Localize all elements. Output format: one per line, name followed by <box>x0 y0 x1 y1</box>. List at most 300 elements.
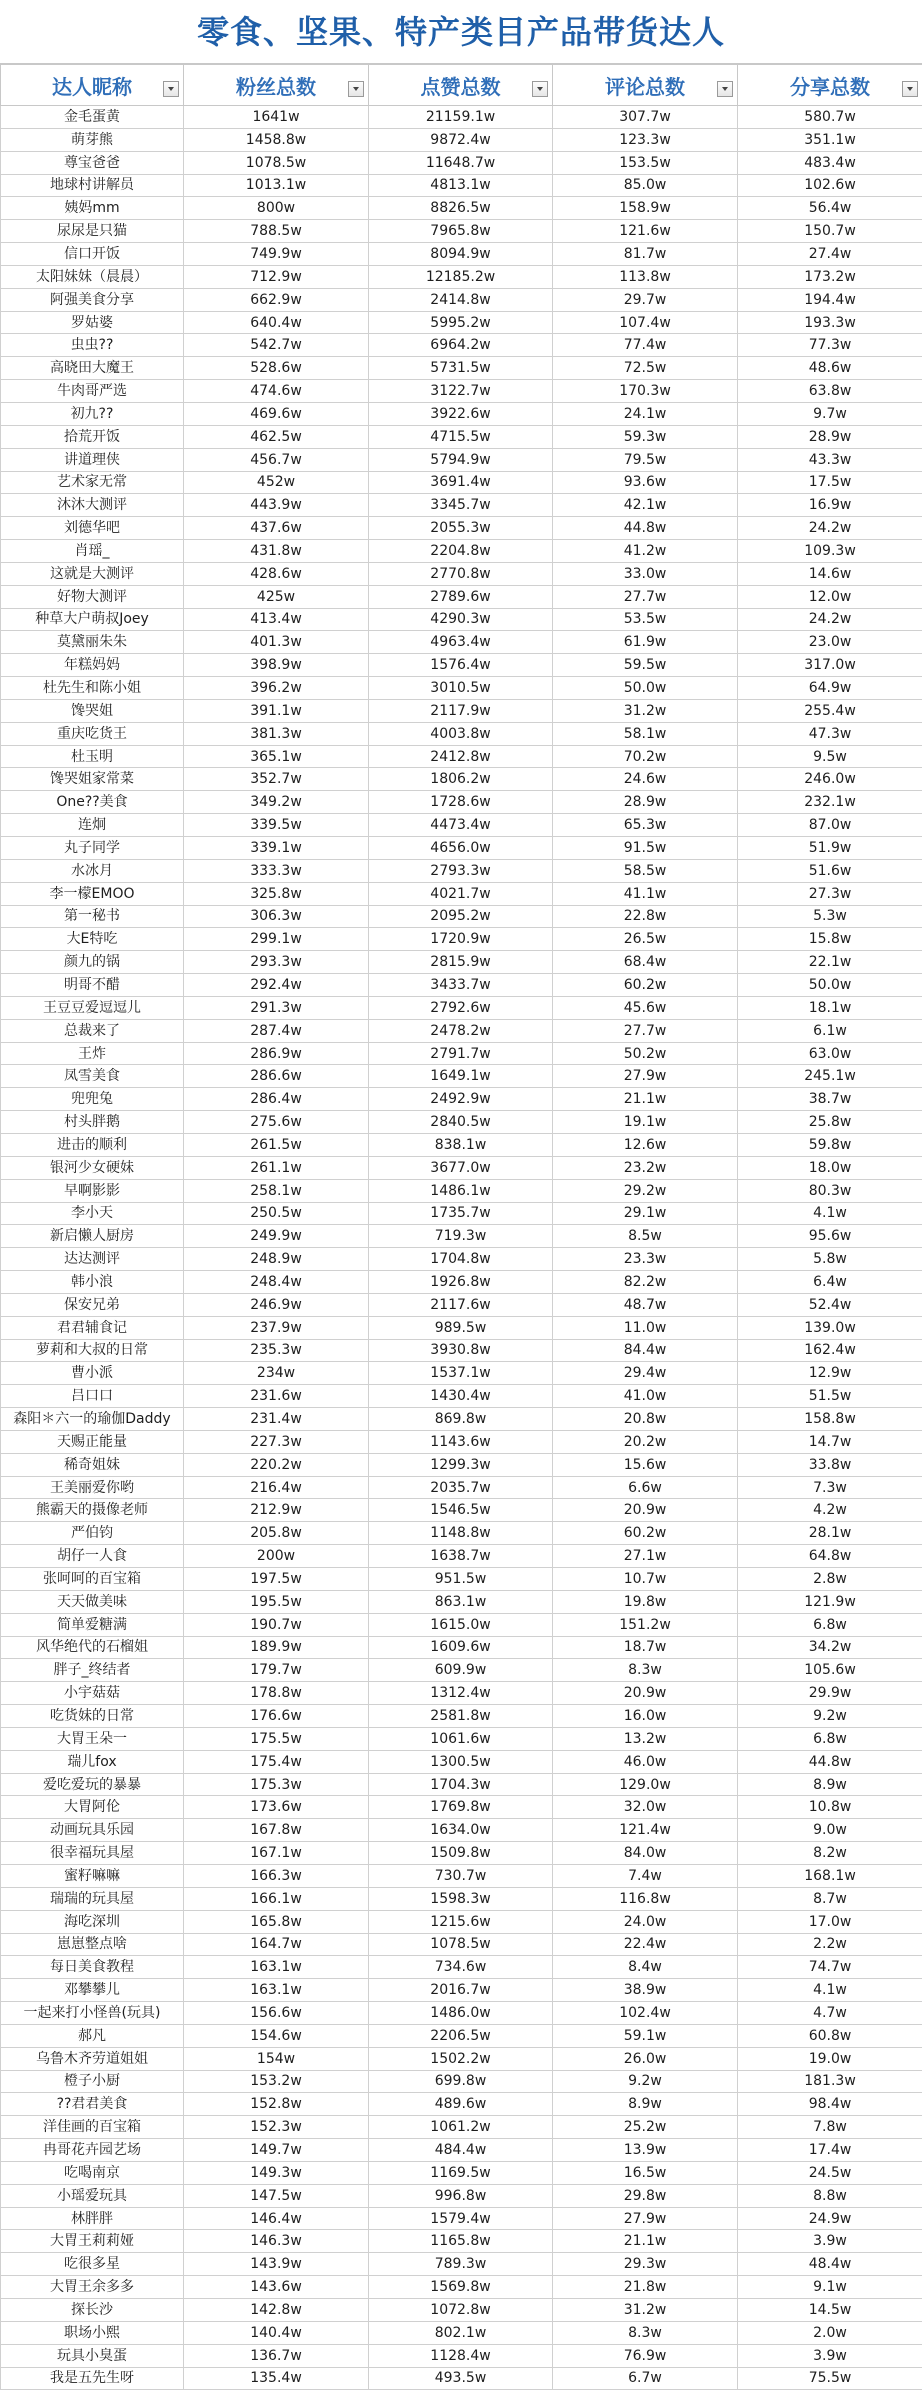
cell-comments[interactable]: 60.2w <box>553 1522 738 1545</box>
cell-comments[interactable]: 29.3w <box>553 2253 738 2276</box>
cell-fans[interactable]: 398.9w <box>184 654 369 677</box>
cell-nickname[interactable]: 年糕妈妈 <box>1 654 184 677</box>
cell-likes[interactable]: 4656.0w <box>369 837 553 860</box>
cell-likes[interactable]: 1430.4w <box>369 1385 553 1408</box>
cell-shares[interactable]: 181.3w <box>738 2070 922 2093</box>
cell-fans[interactable]: 163.1w <box>184 1956 369 1979</box>
cell-fans[interactable]: 456.7w <box>184 448 369 471</box>
cell-likes[interactable]: 1143.6w <box>369 1430 553 1453</box>
cell-shares[interactable]: 12.0w <box>738 585 922 608</box>
cell-likes[interactable]: 1576.4w <box>369 654 553 677</box>
cell-shares[interactable]: 14.5w <box>738 2299 922 2322</box>
cell-fans[interactable]: 231.6w <box>184 1385 369 1408</box>
cell-nickname[interactable]: 早啊影影 <box>1 1179 184 1202</box>
cell-likes[interactable]: 3345.7w <box>369 494 553 517</box>
cell-shares[interactable]: 6.8w <box>738 1613 922 1636</box>
cell-comments[interactable]: 7.4w <box>553 1864 738 1887</box>
cell-likes[interactable]: 1769.8w <box>369 1796 553 1819</box>
cell-comments[interactable]: 42.1w <box>553 494 738 517</box>
cell-nickname[interactable]: 大胃王莉莉娅 <box>1 2230 184 2253</box>
cell-shares[interactable]: 98.4w <box>738 2093 922 2116</box>
cell-fans[interactable]: 391.1w <box>184 699 369 722</box>
cell-likes[interactable]: 1486.0w <box>369 2002 553 2025</box>
cell-fans[interactable]: 153.2w <box>184 2070 369 2093</box>
cell-fans[interactable]: 299.1w <box>184 928 369 951</box>
cell-fans[interactable]: 163.1w <box>184 1979 369 2002</box>
cell-fans[interactable]: 195.5w <box>184 1590 369 1613</box>
cell-fans[interactable]: 396.2w <box>184 677 369 700</box>
cell-likes[interactable]: 2840.5w <box>369 1111 553 1134</box>
cell-fans[interactable]: 339.1w <box>184 837 369 860</box>
cell-shares[interactable]: 48.6w <box>738 357 922 380</box>
cell-likes[interactable]: 1638.7w <box>369 1545 553 1568</box>
cell-likes[interactable]: 5731.5w <box>369 357 553 380</box>
cell-fans[interactable]: 231.4w <box>184 1408 369 1431</box>
cell-shares[interactable]: 8.2w <box>738 1842 922 1865</box>
cell-likes[interactable]: 6964.2w <box>369 334 553 357</box>
cell-likes[interactable]: 3922.6w <box>369 402 553 425</box>
cell-nickname[interactable]: 高晓田大魔王 <box>1 357 184 380</box>
cell-fans[interactable]: 712.9w <box>184 265 369 288</box>
cell-shares[interactable]: 95.6w <box>738 1225 922 1248</box>
cell-nickname[interactable]: 罗姑婆 <box>1 311 184 334</box>
cell-fans[interactable]: 287.4w <box>184 1019 369 1042</box>
cell-nickname[interactable]: 大胃王朵一 <box>1 1727 184 1750</box>
cell-comments[interactable]: 70.2w <box>553 745 738 768</box>
cell-comments[interactable]: 113.8w <box>553 265 738 288</box>
cell-comments[interactable]: 60.2w <box>553 974 738 997</box>
cell-shares[interactable]: 16.9w <box>738 494 922 517</box>
cell-fans[interactable]: 237.9w <box>184 1316 369 1339</box>
cell-nickname[interactable]: 吕口口 <box>1 1385 184 1408</box>
cell-comments[interactable]: 24.0w <box>553 1910 738 1933</box>
cell-likes[interactable]: 21159.1w <box>369 106 553 129</box>
cell-nickname[interactable]: 崽崽整点啥 <box>1 1933 184 1956</box>
cell-fans[interactable]: 212.9w <box>184 1499 369 1522</box>
cell-shares[interactable]: 7.8w <box>738 2116 922 2139</box>
cell-fans[interactable]: 286.6w <box>184 1065 369 1088</box>
cell-nickname[interactable]: 大胃阿伦 <box>1 1796 184 1819</box>
cell-shares[interactable]: 59.8w <box>738 1133 922 1156</box>
cell-comments[interactable]: 31.2w <box>553 699 738 722</box>
cell-shares[interactable]: 162.4w <box>738 1339 922 1362</box>
cell-shares[interactable]: 5.8w <box>738 1248 922 1271</box>
cell-nickname[interactable]: 冉哥花卉园艺场 <box>1 2139 184 2162</box>
cell-nickname[interactable]: 每日美食教程 <box>1 1956 184 1979</box>
cell-likes[interactable]: 1609.6w <box>369 1636 553 1659</box>
cell-comments[interactable]: 21.8w <box>553 2276 738 2299</box>
cell-fans[interactable]: 452w <box>184 471 369 494</box>
cell-shares[interactable]: 6.4w <box>738 1271 922 1294</box>
cell-nickname[interactable]: 天赐正能量 <box>1 1430 184 1453</box>
cell-likes[interactable]: 2095.2w <box>369 905 553 928</box>
cell-nickname[interactable]: 郝凡 <box>1 2024 184 2047</box>
cell-comments[interactable]: 29.2w <box>553 1179 738 1202</box>
cell-comments[interactable]: 58.5w <box>553 859 738 882</box>
cell-likes[interactable]: 1615.0w <box>369 1613 553 1636</box>
cell-fans[interactable]: 1641w <box>184 106 369 129</box>
cell-shares[interactable]: 22.1w <box>738 951 922 974</box>
cell-nickname[interactable]: 严伯钧 <box>1 1522 184 1545</box>
cell-shares[interactable]: 5.3w <box>738 905 922 928</box>
cell-comments[interactable]: 50.2w <box>553 1042 738 1065</box>
cell-shares[interactable]: 9.1w <box>738 2276 922 2299</box>
cell-nickname[interactable]: 肖瑶_ <box>1 540 184 563</box>
cell-nickname[interactable]: One??美食 <box>1 791 184 814</box>
cell-likes[interactable]: 2204.8w <box>369 540 553 563</box>
cell-fans[interactable]: 136.7w <box>184 2344 369 2367</box>
cell-fans[interactable]: 275.6w <box>184 1111 369 1134</box>
cell-nickname[interactable]: 信口开饭 <box>1 243 184 266</box>
cell-nickname[interactable]: 韩小浪 <box>1 1271 184 1294</box>
cell-fans[interactable]: 143.6w <box>184 2276 369 2299</box>
cell-nickname[interactable]: 沐沐大测评 <box>1 494 184 517</box>
cell-fans[interactable]: 146.3w <box>184 2230 369 2253</box>
cell-likes[interactable]: 493.5w <box>369 2367 553 2390</box>
cell-comments[interactable]: 27.9w <box>553 1065 738 1088</box>
cell-nickname[interactable]: 阿强美食分享 <box>1 288 184 311</box>
cell-nickname[interactable]: 牛肉哥严选 <box>1 380 184 403</box>
cell-nickname[interactable]: 瑞瑞的玩具屋 <box>1 1887 184 1910</box>
cell-fans[interactable]: 662.9w <box>184 288 369 311</box>
cell-nickname[interactable]: 邓攀攀儿 <box>1 1979 184 2002</box>
cell-shares[interactable]: 51.9w <box>738 837 922 860</box>
cell-likes[interactable]: 730.7w <box>369 1864 553 1887</box>
cell-likes[interactable]: 609.9w <box>369 1659 553 1682</box>
cell-nickname[interactable]: 吃喝南京 <box>1 2161 184 2184</box>
cell-comments[interactable]: 158.9w <box>553 197 738 220</box>
cell-comments[interactable]: 20.2w <box>553 1430 738 1453</box>
cell-comments[interactable]: 102.4w <box>553 2002 738 2025</box>
cell-fans[interactable]: 528.6w <box>184 357 369 380</box>
cell-shares[interactable]: 245.1w <box>738 1065 922 1088</box>
cell-nickname[interactable]: 颜九的锅 <box>1 951 184 974</box>
cell-comments[interactable]: 33.0w <box>553 562 738 585</box>
cell-likes[interactable]: 1634.0w <box>369 1819 553 1842</box>
cell-likes[interactable]: 1579.4w <box>369 2207 553 2230</box>
cell-fans[interactable]: 788.5w <box>184 220 369 243</box>
filter-dropdown-icon[interactable] <box>717 81 733 97</box>
cell-fans[interactable]: 365.1w <box>184 745 369 768</box>
cell-likes[interactable]: 1704.3w <box>369 1773 553 1796</box>
cell-fans[interactable]: 156.6w <box>184 2002 369 2025</box>
cell-nickname[interactable]: 初九?? <box>1 402 184 425</box>
cell-likes[interactable]: 4473.4w <box>369 814 553 837</box>
cell-likes[interactable]: 989.5w <box>369 1316 553 1339</box>
cell-shares[interactable]: 317.0w <box>738 654 922 677</box>
cell-nickname[interactable]: 洋佳画的百宝箱 <box>1 2116 184 2139</box>
cell-likes[interactable]: 1720.9w <box>369 928 553 951</box>
cell-nickname[interactable]: 水冰月 <box>1 859 184 882</box>
cell-nickname[interactable]: 总裁来了 <box>1 1019 184 1042</box>
cell-comments[interactable]: 8.5w <box>553 1225 738 1248</box>
cell-shares[interactable]: 17.0w <box>738 1910 922 1933</box>
cell-comments[interactable]: 44.8w <box>553 517 738 540</box>
cell-nickname[interactable]: 保安兄弟 <box>1 1293 184 1316</box>
cell-likes[interactable]: 2789.6w <box>369 585 553 608</box>
cell-shares[interactable]: 27.3w <box>738 882 922 905</box>
cell-shares[interactable]: 4.2w <box>738 1499 922 1522</box>
cell-likes[interactable]: 2770.8w <box>369 562 553 585</box>
cell-comments[interactable]: 65.3w <box>553 814 738 837</box>
cell-comments[interactable]: 27.7w <box>553 585 738 608</box>
cell-shares[interactable]: 24.2w <box>738 608 922 631</box>
cell-nickname[interactable]: 种草大户萌叔Joey <box>1 608 184 631</box>
cell-comments[interactable]: 38.9w <box>553 1979 738 2002</box>
cell-comments[interactable]: 11.0w <box>553 1316 738 1339</box>
cell-likes[interactable]: 734.6w <box>369 1956 553 1979</box>
cell-comments[interactable]: 16.5w <box>553 2161 738 2184</box>
cell-shares[interactable]: 8.8w <box>738 2184 922 2207</box>
cell-likes[interactable]: 12185.2w <box>369 265 553 288</box>
cell-fans[interactable]: 164.7w <box>184 1933 369 1956</box>
cell-fans[interactable]: 235.3w <box>184 1339 369 1362</box>
cell-comments[interactable]: 27.7w <box>553 1019 738 1042</box>
cell-shares[interactable]: 63.0w <box>738 1042 922 1065</box>
cell-fans[interactable]: 250.5w <box>184 1202 369 1225</box>
cell-nickname[interactable]: 大胃王余多多 <box>1 2276 184 2299</box>
cell-comments[interactable]: 23.3w <box>553 1248 738 1271</box>
cell-likes[interactable]: 2478.2w <box>369 1019 553 1042</box>
cell-comments[interactable]: 46.0w <box>553 1750 738 1773</box>
cell-nickname[interactable]: 进击的顺利 <box>1 1133 184 1156</box>
cell-comments[interactable]: 13.2w <box>553 1727 738 1750</box>
cell-likes[interactable]: 489.6w <box>369 2093 553 2116</box>
cell-likes[interactable]: 1486.1w <box>369 1179 553 1202</box>
cell-fans[interactable]: 248.4w <box>184 1271 369 1294</box>
filter-dropdown-icon[interactable] <box>902 81 918 97</box>
cell-likes[interactable]: 2206.5w <box>369 2024 553 2047</box>
cell-nickname[interactable]: 很幸福玩具屋 <box>1 1842 184 1865</box>
cell-likes[interactable]: 11648.7w <box>369 151 553 174</box>
cell-shares[interactable]: 139.0w <box>738 1316 922 1339</box>
cell-comments[interactable]: 85.0w <box>553 174 738 197</box>
cell-shares[interactable]: 24.2w <box>738 517 922 540</box>
cell-fans[interactable]: 189.9w <box>184 1636 369 1659</box>
cell-comments[interactable]: 123.3w <box>553 128 738 151</box>
cell-nickname[interactable]: 瑞儿fox <box>1 1750 184 1773</box>
cell-fans[interactable]: 175.3w <box>184 1773 369 1796</box>
cell-nickname[interactable]: 姨妈mm <box>1 197 184 220</box>
cell-likes[interactable]: 2055.3w <box>369 517 553 540</box>
cell-nickname[interactable]: 海吃深圳 <box>1 1910 184 1933</box>
cell-likes[interactable]: 719.3w <box>369 1225 553 1248</box>
cell-nickname[interactable]: 银河少女硬妹 <box>1 1156 184 1179</box>
cell-nickname[interactable]: ??君君美食 <box>1 2093 184 2116</box>
cell-likes[interactable]: 3433.7w <box>369 974 553 997</box>
cell-fans[interactable]: 166.3w <box>184 1864 369 1887</box>
cell-comments[interactable]: 19.8w <box>553 1590 738 1613</box>
cell-nickname[interactable]: 好物大测评 <box>1 585 184 608</box>
cell-shares[interactable]: 23.0w <box>738 631 922 654</box>
cell-fans[interactable]: 749.9w <box>184 243 369 266</box>
cell-fans[interactable]: 469.6w <box>184 402 369 425</box>
cell-comments[interactable]: 15.6w <box>553 1453 738 1476</box>
cell-shares[interactable]: 150.7w <box>738 220 922 243</box>
cell-shares[interactable]: 47.3w <box>738 722 922 745</box>
cell-nickname[interactable]: 重庆吃货王 <box>1 722 184 745</box>
cell-likes[interactable]: 3691.4w <box>369 471 553 494</box>
cell-likes[interactable]: 789.3w <box>369 2253 553 2276</box>
cell-nickname[interactable]: 君君辅食记 <box>1 1316 184 1339</box>
cell-likes[interactable]: 1537.1w <box>369 1362 553 1385</box>
cell-comments[interactable]: 48.7w <box>553 1293 738 1316</box>
cell-likes[interactable]: 1078.5w <box>369 1933 553 1956</box>
cell-nickname[interactable]: 拾荒开饭 <box>1 425 184 448</box>
cell-likes[interactable]: 1061.6w <box>369 1727 553 1750</box>
cell-fans[interactable]: 220.2w <box>184 1453 369 1476</box>
cell-comments[interactable]: 72.5w <box>553 357 738 380</box>
cell-comments[interactable]: 32.0w <box>553 1796 738 1819</box>
cell-fans[interactable]: 352.7w <box>184 768 369 791</box>
cell-fans[interactable]: 258.1w <box>184 1179 369 1202</box>
cell-nickname[interactable]: 李一檬EMOO <box>1 882 184 905</box>
cell-fans[interactable]: 261.5w <box>184 1133 369 1156</box>
cell-shares[interactable]: 17.4w <box>738 2139 922 2162</box>
cell-comments[interactable]: 22.8w <box>553 905 738 928</box>
cell-comments[interactable]: 27.1w <box>553 1545 738 1568</box>
cell-fans[interactable]: 249.9w <box>184 1225 369 1248</box>
cell-shares[interactable]: 9.2w <box>738 1705 922 1728</box>
cell-fans[interactable]: 428.6w <box>184 562 369 585</box>
cell-shares[interactable]: 56.4w <box>738 197 922 220</box>
cell-likes[interactable]: 2492.9w <box>369 1088 553 1111</box>
cell-comments[interactable]: 8.4w <box>553 1956 738 1979</box>
cell-comments[interactable]: 93.6w <box>553 471 738 494</box>
cell-shares[interactable]: 12.9w <box>738 1362 922 1385</box>
cell-comments[interactable]: 8.3w <box>553 1659 738 1682</box>
cell-likes[interactable]: 699.8w <box>369 2070 553 2093</box>
cell-likes[interactable]: 5995.2w <box>369 311 553 334</box>
cell-nickname[interactable]: 林胖胖 <box>1 2207 184 2230</box>
cell-likes[interactable]: 1926.8w <box>369 1271 553 1294</box>
cell-comments[interactable]: 27.9w <box>553 2207 738 2230</box>
cell-fans[interactable]: 178.8w <box>184 1682 369 1705</box>
cell-likes[interactable]: 1299.3w <box>369 1453 553 1476</box>
cell-shares[interactable]: 6.8w <box>738 1727 922 1750</box>
cell-fans[interactable]: 197.5w <box>184 1568 369 1591</box>
filter-dropdown-icon[interactable] <box>532 81 548 97</box>
cell-likes[interactable]: 951.5w <box>369 1568 553 1591</box>
cell-shares[interactable]: 351.1w <box>738 128 922 151</box>
cell-comments[interactable]: 79.5w <box>553 448 738 471</box>
cell-fans[interactable]: 149.7w <box>184 2139 369 2162</box>
cell-nickname[interactable]: 蜜籽嘛嘛 <box>1 1864 184 1887</box>
cell-fans[interactable]: 135.4w <box>184 2367 369 2390</box>
cell-fans[interactable]: 542.7w <box>184 334 369 357</box>
cell-shares[interactable]: 51.6w <box>738 859 922 882</box>
cell-comments[interactable]: 20.9w <box>553 1499 738 1522</box>
cell-likes[interactable]: 8826.5w <box>369 197 553 220</box>
cell-fans[interactable]: 1458.8w <box>184 128 369 151</box>
cell-likes[interactable]: 3122.7w <box>369 380 553 403</box>
cell-fans[interactable]: 349.2w <box>184 791 369 814</box>
cell-nickname[interactable]: 王美丽爱你哟 <box>1 1476 184 1499</box>
cell-shares[interactable]: 2.2w <box>738 1933 922 1956</box>
cell-shares[interactable]: 105.6w <box>738 1659 922 1682</box>
cell-comments[interactable]: 129.0w <box>553 1773 738 1796</box>
cell-shares[interactable]: 27.4w <box>738 243 922 266</box>
cell-fans[interactable]: 462.5w <box>184 425 369 448</box>
cell-comments[interactable]: 170.3w <box>553 380 738 403</box>
cell-shares[interactable]: 483.4w <box>738 151 922 174</box>
cell-fans[interactable]: 474.6w <box>184 380 369 403</box>
cell-fans[interactable]: 227.3w <box>184 1430 369 1453</box>
cell-shares[interactable]: 4.1w <box>738 1202 922 1225</box>
cell-nickname[interactable]: 大E特吃 <box>1 928 184 951</box>
cell-comments[interactable]: 107.4w <box>553 311 738 334</box>
cell-comments[interactable]: 24.6w <box>553 768 738 791</box>
cell-comments[interactable]: 59.5w <box>553 654 738 677</box>
cell-nickname[interactable]: 太阳妹妹（晨晨） <box>1 265 184 288</box>
cell-likes[interactable]: 863.1w <box>369 1590 553 1613</box>
cell-comments[interactable]: 16.0w <box>553 1705 738 1728</box>
cell-comments[interactable]: 19.1w <box>553 1111 738 1134</box>
cell-nickname[interactable]: 王炸 <box>1 1042 184 1065</box>
cell-fans[interactable]: 152.8w <box>184 2093 369 2116</box>
cell-fans[interactable]: 166.1w <box>184 1887 369 1910</box>
cell-shares[interactable]: 60.8w <box>738 2024 922 2047</box>
cell-likes[interactable]: 1128.4w <box>369 2344 553 2367</box>
cell-comments[interactable]: 307.7w <box>553 106 738 129</box>
cell-comments[interactable]: 59.3w <box>553 425 738 448</box>
cell-likes[interactable]: 4715.5w <box>369 425 553 448</box>
cell-likes[interactable]: 2793.3w <box>369 859 553 882</box>
cell-likes[interactable]: 2791.7w <box>369 1042 553 1065</box>
cell-shares[interactable]: 33.8w <box>738 1453 922 1476</box>
cell-shares[interactable]: 25.8w <box>738 1111 922 1134</box>
cell-fans[interactable]: 325.8w <box>184 882 369 905</box>
cell-fans[interactable]: 147.5w <box>184 2184 369 2207</box>
cell-shares[interactable]: 15.8w <box>738 928 922 951</box>
cell-nickname[interactable]: 森阳＊六一的瑜伽Daddy <box>1 1408 184 1431</box>
cell-likes[interactable]: 8094.9w <box>369 243 553 266</box>
cell-likes[interactable]: 1704.8w <box>369 1248 553 1271</box>
cell-shares[interactable]: 8.9w <box>738 1773 922 1796</box>
cell-fans[interactable]: 293.3w <box>184 951 369 974</box>
cell-shares[interactable]: 18.1w <box>738 996 922 1019</box>
cell-fans[interactable]: 142.8w <box>184 2299 369 2322</box>
cell-shares[interactable]: 77.3w <box>738 334 922 357</box>
cell-nickname[interactable]: 金毛蛋黄 <box>1 106 184 129</box>
cell-nickname[interactable]: 地球村讲解员 <box>1 174 184 197</box>
cell-comments[interactable]: 84.0w <box>553 1842 738 1865</box>
cell-likes[interactable]: 2412.8w <box>369 745 553 768</box>
cell-shares[interactable]: 109.3w <box>738 540 922 563</box>
cell-comments[interactable]: 84.4w <box>553 1339 738 1362</box>
cell-shares[interactable]: 158.8w <box>738 1408 922 1431</box>
cell-fans[interactable]: 431.8w <box>184 540 369 563</box>
cell-nickname[interactable]: 曹小派 <box>1 1362 184 1385</box>
cell-comments[interactable]: 6.7w <box>553 2367 738 2390</box>
cell-comments[interactable]: 81.7w <box>553 243 738 266</box>
cell-fans[interactable]: 179.7w <box>184 1659 369 1682</box>
cell-comments[interactable]: 21.1w <box>553 1088 738 1111</box>
cell-nickname[interactable]: 爱吃爱玩的暴暴 <box>1 1773 184 1796</box>
cell-likes[interactable]: 4021.7w <box>369 882 553 905</box>
cell-fans[interactable]: 443.9w <box>184 494 369 517</box>
cell-shares[interactable]: 232.1w <box>738 791 922 814</box>
cell-likes[interactable]: 802.1w <box>369 2321 553 2344</box>
cell-likes[interactable]: 1735.7w <box>369 1202 553 1225</box>
cell-nickname[interactable]: 乌鲁木齐劳道姐姐 <box>1 2047 184 2070</box>
cell-shares[interactable]: 38.7w <box>738 1088 922 1111</box>
cell-comments[interactable]: 121.6w <box>553 220 738 243</box>
cell-likes[interactable]: 2815.9w <box>369 951 553 974</box>
cell-fans[interactable]: 173.6w <box>184 1796 369 1819</box>
cell-likes[interactable]: 1061.2w <box>369 2116 553 2139</box>
cell-shares[interactable]: 194.4w <box>738 288 922 311</box>
